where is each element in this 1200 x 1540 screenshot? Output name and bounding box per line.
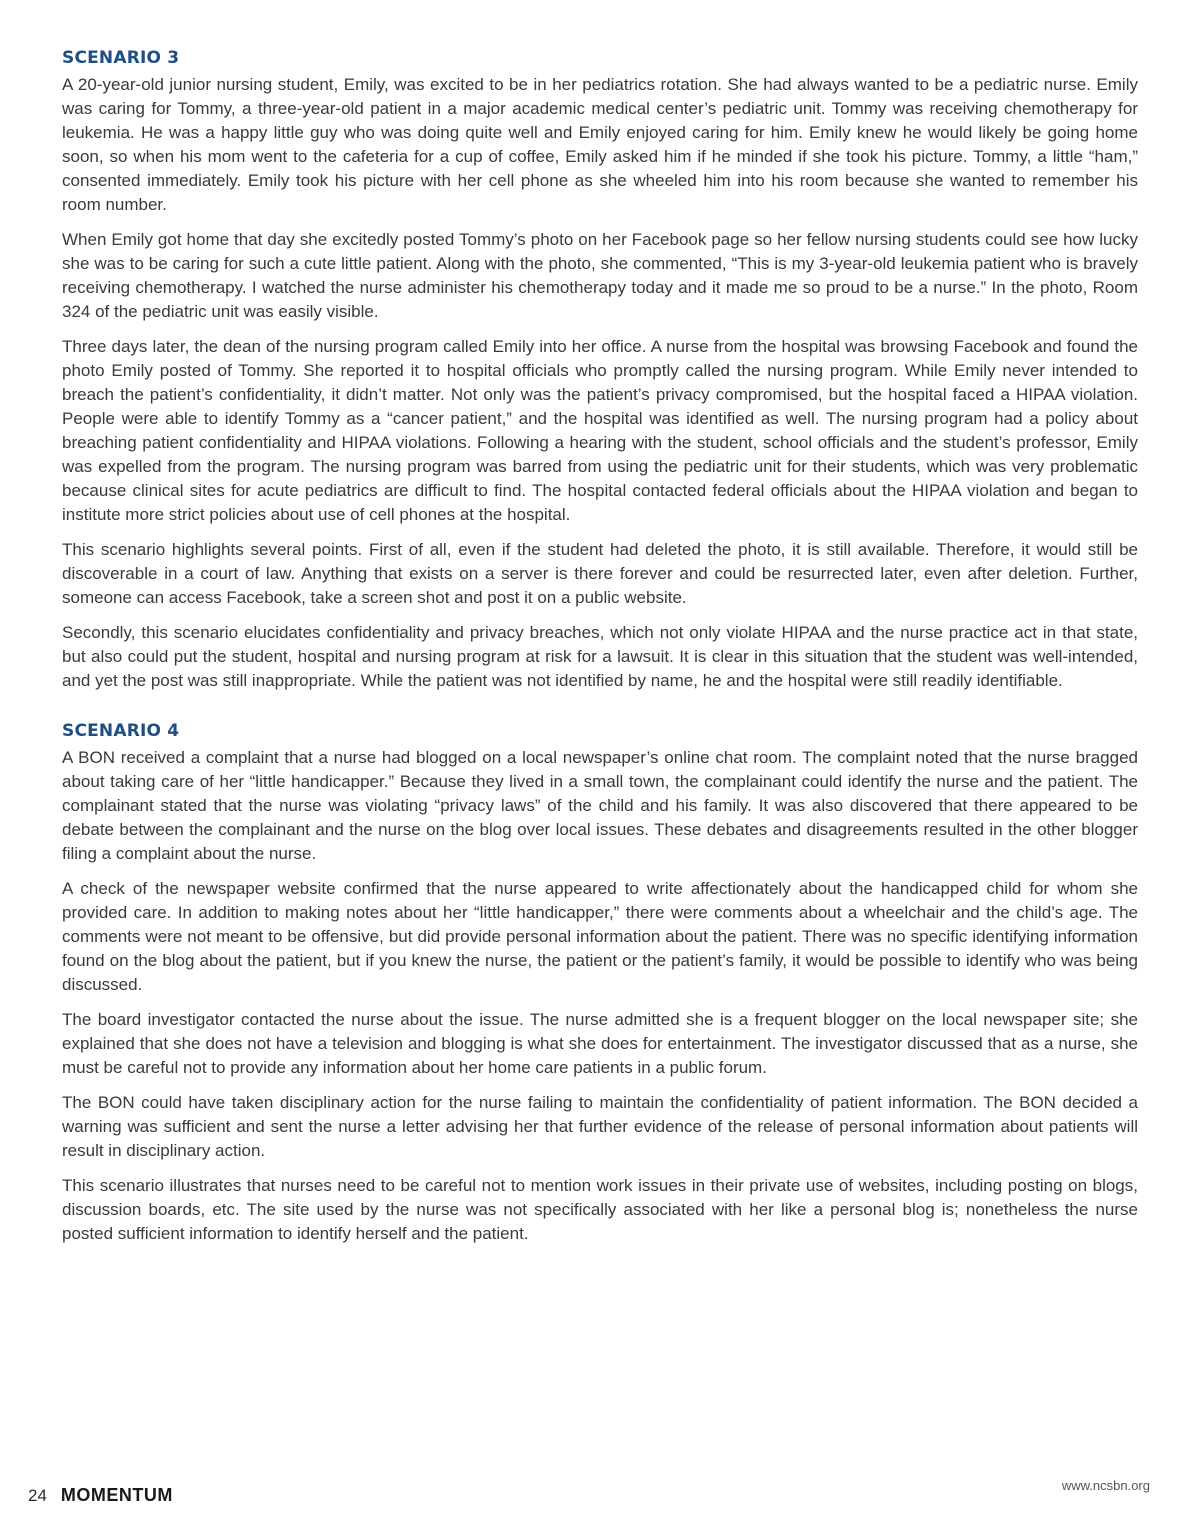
- article-body: [62, 46, 1138, 1257]
- paragraph: When Emily got home that day she excitedly posted Tommy’s photo on her Facebook page so her fellow nursing students could see how lucky she was to be caring for such a cute little patient. Along with the photo, she commented, “This is my 3-year-old leukemia patient who is bravely receiving chemotherapy. I watched the nurse administer his chemotherapy today and it made me so proud to be a nurse.” In the photo, Room 324 of the pediatric unit was easily visible.: [62, 230, 1138, 321]
- scenario-4-heading: SCENARIO 4: [62, 721, 180, 741]
- website-url: www.ncsbn.org: [1061, 1478, 1150, 1493]
- scenario-3-heading: SCENARIO 3: [62, 48, 180, 68]
- paragraph: A check of the newspaper website confirmed that the nurse appeared to write affectionately about the handicapped child for whom she provided care. In addition to making notes about her “little handicapper,” there were comments about a wheelchair and the child’s age. The comments were not meant to be offensive, but did provide personal information about the patient. There was no specific identifying information found on the blog about the patient, but if you knew the nurse, the patient or the patient’s family, it would be possible to identify who was being discussed.: [62, 879, 1138, 994]
- paragraph: A BON received a complaint that a nurse had blogged on a local newspaper’s online chat room. The complaint noted that the nurse bragged about taking care of her “little handicapper.” Because they lived in a small town, the complainant could identify the nurse and the patient. The complainant stated that the nurse was violating “privacy laws” of the child and his family. It was also discovered that there appeared to be debate between the complainant and the nurse on the blog over local issues. These debates and disagreements resulted in the other blogger filing a complaint about the nurse.: [62, 748, 1138, 863]
- paragraph: The board investigator contacted the nurse about the issue. The nurse admitted she is a frequent blogger on the local newspaper site; she explained that she does not have a television and blogging is what she does for entertainment. The investigator discussed that as a nurse, she must be careful not to provide any information about her home care patients in a public forum.: [62, 1010, 1138, 1077]
- publication-name: MOMENTUM: [60, 1485, 173, 1505]
- paragraph: This scenario illustrates that nurses need to be careful not to mention work issues in their private use of websites, including posting on blogs, discussion boards, etc. The site used by the nurse was not specifically associated with her like a personal blog is; nonetheless the nurse posted sufficient information to identify herself and the patient.: [62, 1176, 1138, 1243]
- page-number: 24: [28, 1486, 47, 1505]
- paragraph: A 20-year-old junior nursing student, Emily, was excited to be in her pediatrics rotation. She had always wanted to be a pediatric nurse. Emily was caring for Tommy, a three-year-old patient in a major academic medical center’s pediatric unit. Tommy was receiving chemotherapy for leukemia. He was a happy little guy who was doing quite well and Emily enjoyed caring for him. Emily knew he would likely be going home soon, so when his mom went to the cafeteria for a cup of coffee, Emily asked him if he minded if she took his picture. Tommy, a little “ham,” consented immediately. Emily took his picture with her cell phone as she wheeled him into his room because she wanted to remember his room number.: [62, 75, 1138, 214]
- paragraph: Three days later, the dean of the nursing program called Emily into her office. A nurse from the hospital was browsing Facebook and found the photo Emily posted of Tommy. She reported it to hospital officials who promptly called the nursing program. While Emily never intended to breach the patient’s confidentiality, it didn’t matter. Not only was the patient’s privacy compromised, but the hospital faced a HIPAA violation. People were able to identify Tommy as a “cancer patient,” and the hospital was identified as well. The nursing program had a policy about breaching patient confidentiality and HIPAA violations. Following a hearing with the student, school officials and the student’s professor, Emily was expelled from the program. The nursing program was barred from using the pediatric unit for their students, which was very problematic because clinical sites for acute pediatrics are difficult to find. The hospital contacted federal officials about the HIPAA violation and began to institute more strict policies about use of cell phones at the hospital.: [62, 337, 1138, 524]
- paragraph: Secondly, this scenario elucidates confidentiality and privacy breaches, which not only violate HIPAA and the nurse practice act in that state, but also could put the student, hospital and nursing program at risk for a lawsuit. It is clear in this situation that the student was well-intended, and yet the post was still inappropriate. While the patient was not identified by name, he and the hospital were still readily identifiable.: [62, 623, 1138, 690]
- scenario-3-section: [62, 46, 1138, 693]
- paragraph: The BON could have taken disciplinary action for the nurse failing to maintain the confidentiality of patient information. The BON decided a warning was sufficient and sent the nurse a letter advising her that further evidence of the release of personal information about patients will result in disciplinary action.: [62, 1093, 1138, 1160]
- paragraph: This scenario highlights several points. First of all, even if the student had deleted the photo, it is still available. Therefore, it would still be discoverable in a court of law. Anything that exists on a server is there forever and could be resurrected later, even after deletion. Further, someone can access Facebook, take a screen shot and post it on a public website.: [62, 540, 1138, 607]
- scenario-4-section: [62, 719, 1138, 1246]
- page-footer: [28, 1485, 173, 1511]
